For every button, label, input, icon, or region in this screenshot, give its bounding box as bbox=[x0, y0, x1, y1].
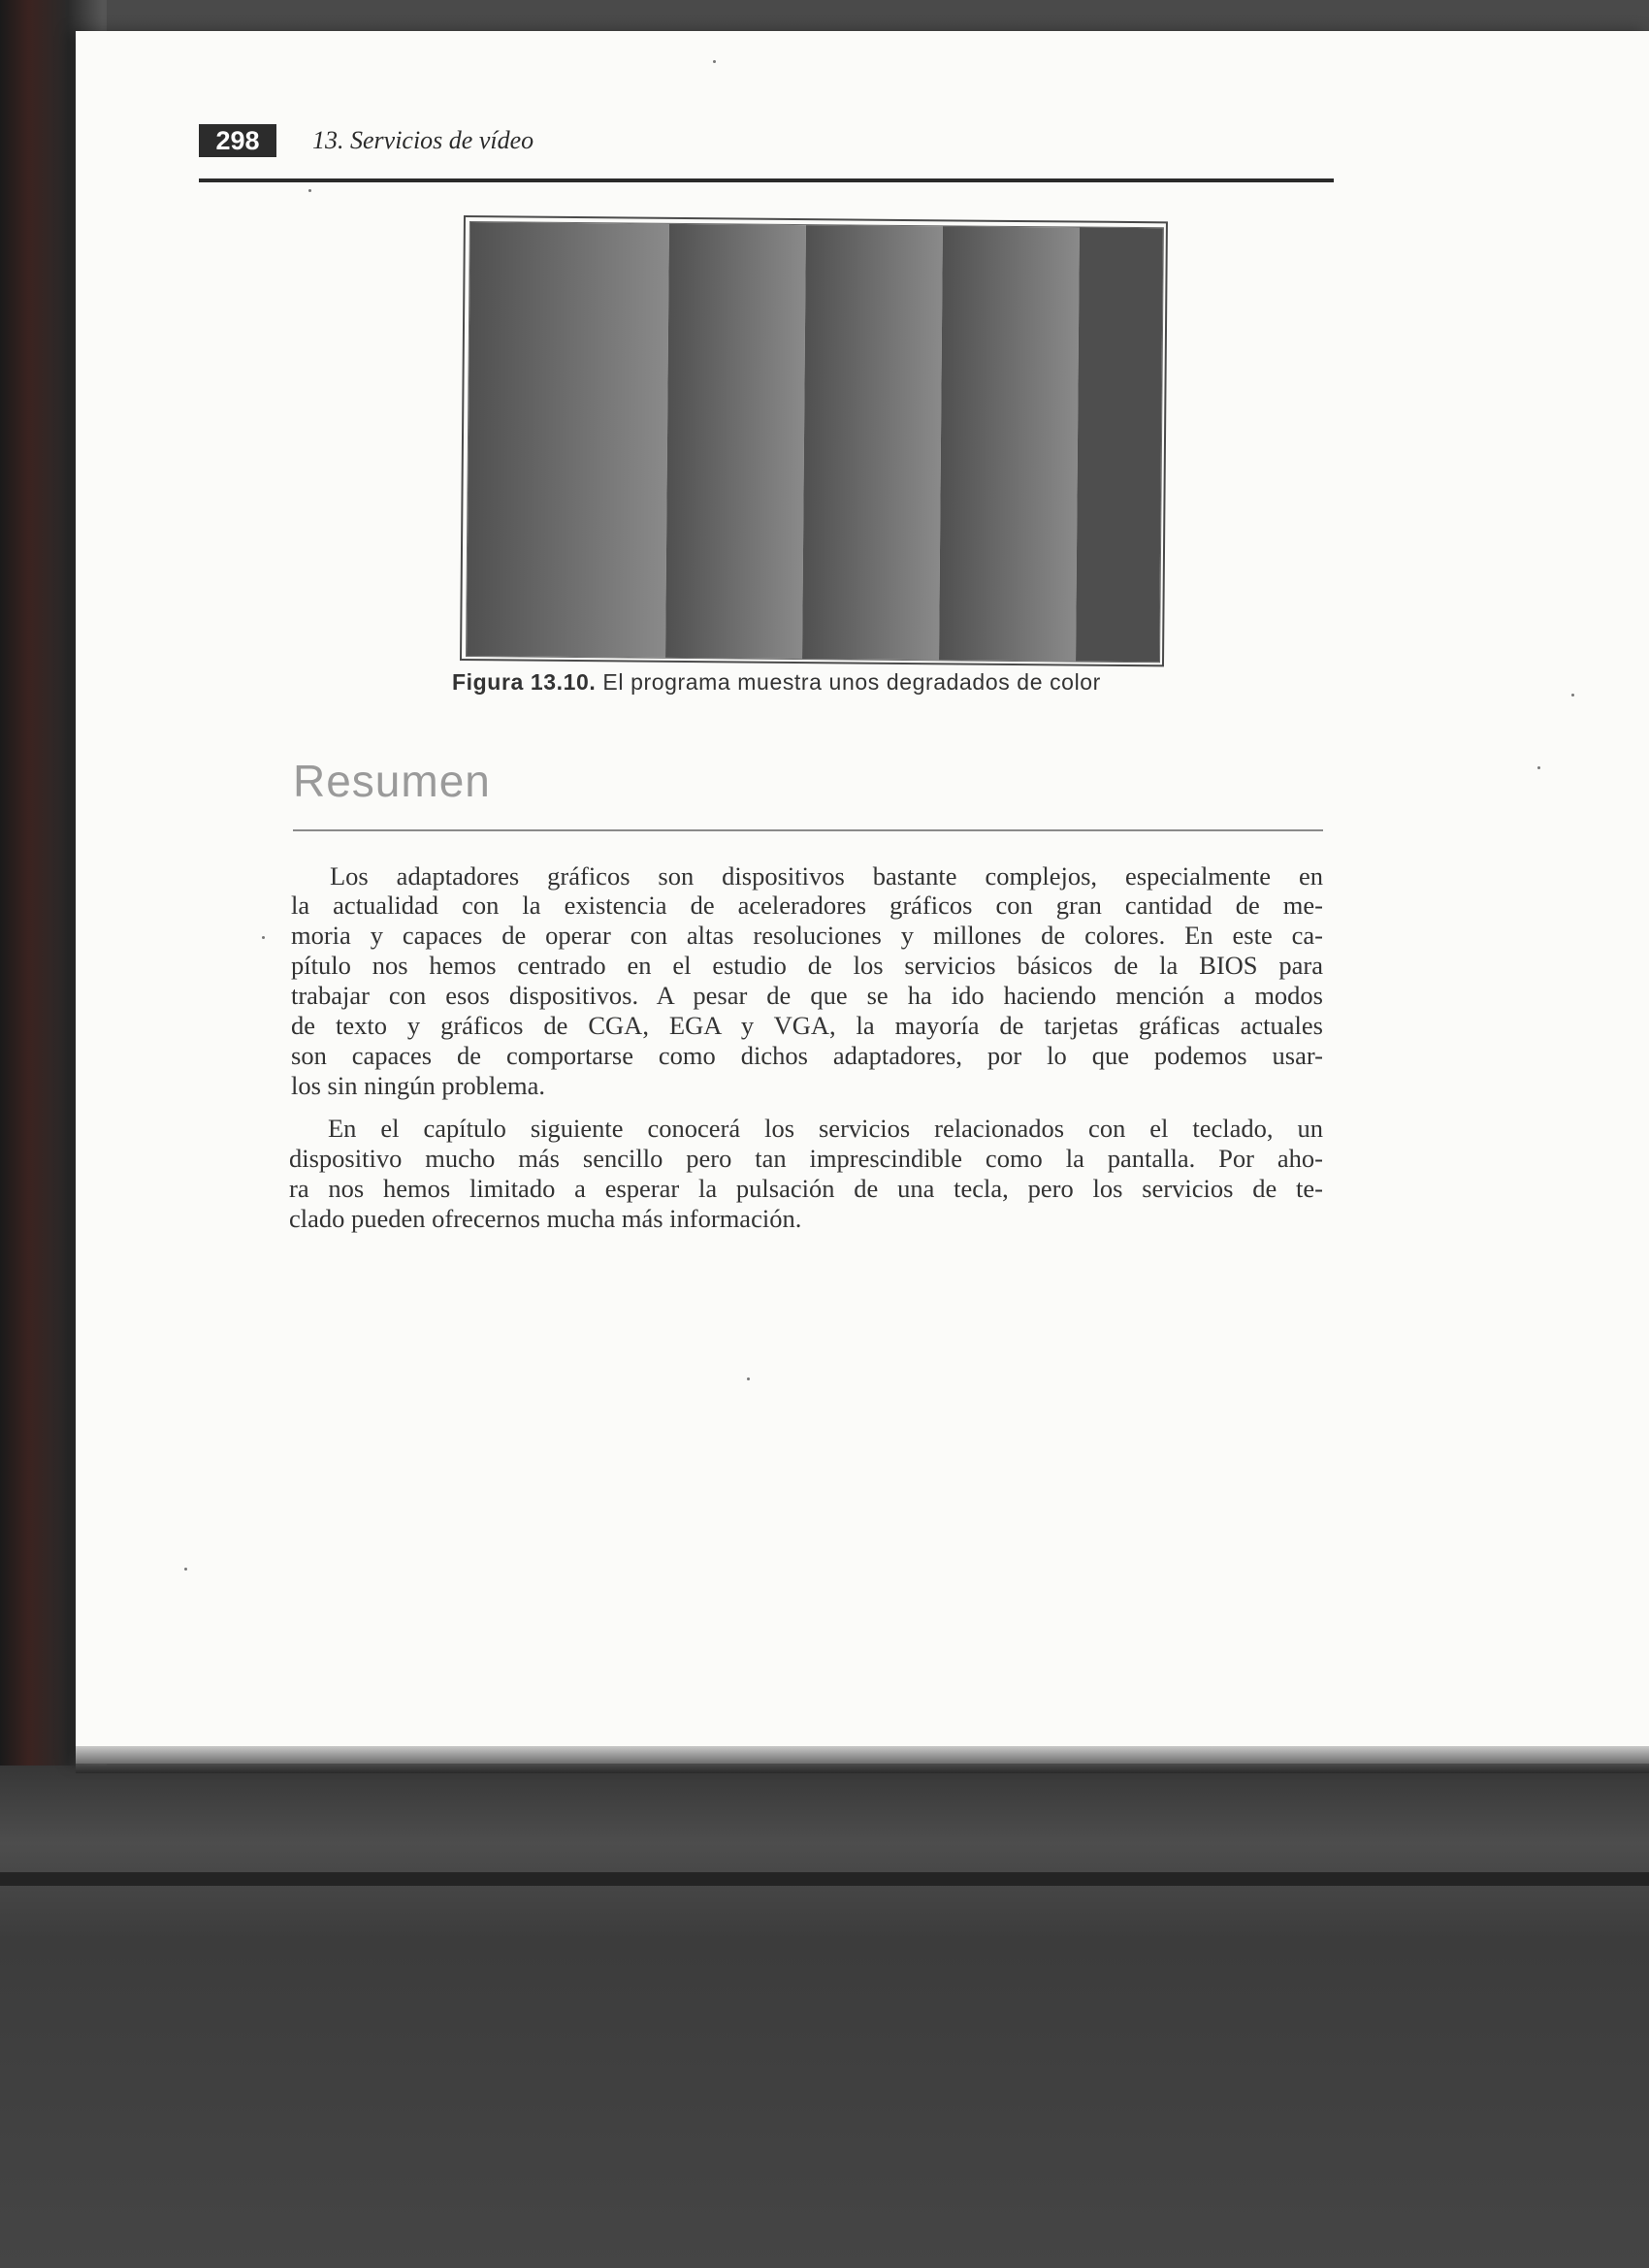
body-line: trabajar con esos dispositivos. A pesar de que se ha ido haciendo mención a modos bbox=[291, 981, 1323, 1010]
running-head: 13. Servicios de vídeo bbox=[312, 126, 534, 154]
gradient-band bbox=[467, 222, 669, 658]
body-line: ra nos hemos limitado a esperar la pulsación de una tecla, pero los servicios de te- bbox=[289, 1174, 1323, 1203]
figure-label: Figura 13.10. bbox=[452, 669, 597, 695]
gradient-band bbox=[802, 225, 943, 660]
scanner-fold-line bbox=[0, 1872, 1649, 1886]
body-line: moria y capaces de operar con altas resoluciones y millones de colores. En este ca- bbox=[291, 921, 1323, 950]
body-line: son capaces de comportarse como dichos adaptadores, por lo que podemos usar- bbox=[291, 1041, 1323, 1070]
section-title: Resumen bbox=[293, 756, 491, 806]
scan-speck bbox=[1537, 766, 1540, 769]
body-line: la actualidad con la existencia de aceleradores gráficos con gran cantidad de me- bbox=[291, 891, 1323, 920]
header-rule bbox=[199, 178, 1334, 182]
body-line: clado pueden ofrecernos mucha más información. bbox=[289, 1204, 802, 1233]
scan-speck bbox=[747, 1377, 750, 1380]
scan-speck bbox=[713, 60, 716, 63]
body-line: de texto y gráficos de CGA, EGA y VGA, la mayoría de tarjetas gráficas actuales bbox=[291, 1011, 1323, 1040]
body-line: los sin ningún problema. bbox=[291, 1071, 546, 1100]
figure-gradient-screenshot bbox=[460, 215, 1168, 666]
scan-speck bbox=[184, 1568, 187, 1571]
figure-inner-frame bbox=[466, 221, 1164, 663]
gradient-band bbox=[939, 226, 1080, 661]
figure-caption bbox=[452, 669, 1101, 696]
body-line: Los adaptadores gráficos son dispositivos bastante complejos, especialmente en bbox=[330, 861, 1323, 891]
gradient-band bbox=[665, 224, 806, 659]
gradient-band-solid bbox=[1076, 228, 1163, 663]
body-line: En el capítulo siguiente conocerá los servicios relacionados con el teclado, un bbox=[328, 1114, 1323, 1143]
page-bottom-shadow bbox=[76, 1746, 1649, 1773]
body-line: dispositivo mucho más sencillo pero tan imprescindible como la pantalla. Por aho- bbox=[289, 1144, 1323, 1173]
section-rule bbox=[293, 829, 1323, 831]
figure-caption-text: El programa muestra unos degradados de color bbox=[602, 669, 1101, 695]
scan-speck bbox=[262, 936, 265, 939]
scan-speck bbox=[1571, 694, 1574, 697]
scan-speck bbox=[308, 189, 311, 192]
body-line: pítulo nos hemos centrado en el estudio de los servicios básicos de la BIOS para bbox=[291, 951, 1323, 980]
page-number: 298 bbox=[199, 124, 276, 157]
